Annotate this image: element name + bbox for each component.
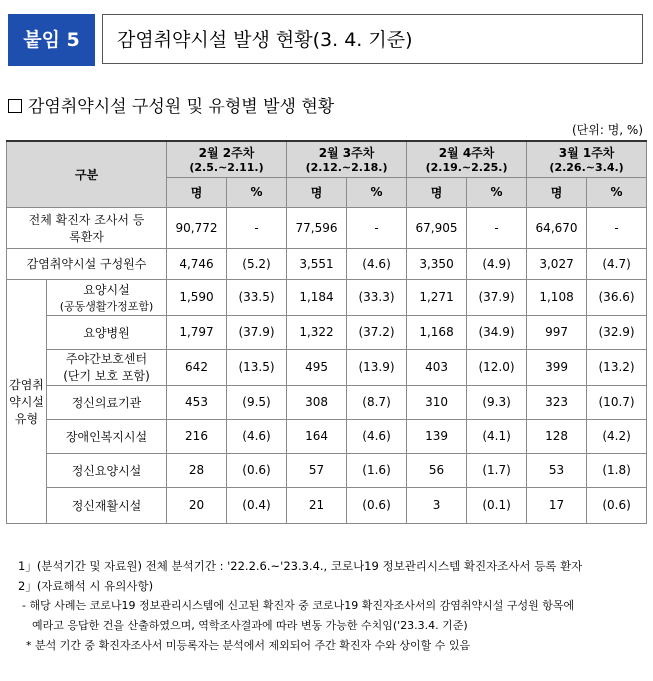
footnote: 예라고 응답한 건을 산출하였으며, 역학조사결과에 따라 변동 가능한 수치임('23.3.4. 기준) bbox=[32, 619, 468, 632]
type-row-label: 정신의료기관 bbox=[47, 385, 167, 419]
unit-label: (단위: 명, %) bbox=[571, 123, 643, 137]
sub-pct: % bbox=[587, 177, 647, 207]
footnote: - 해당 사례는 코로나19 정보관리시스템에 신고된 확진자 중 코로나19 확진자조사서의 감염취약시설 구성원 항목에 bbox=[22, 599, 575, 612]
table-cell: (0.4) bbox=[227, 487, 287, 523]
sub-pct: % bbox=[227, 177, 287, 207]
sub-count: 명 bbox=[287, 177, 347, 207]
type-row bbox=[7, 385, 647, 419]
type-row bbox=[7, 279, 647, 315]
sub-count: 명 bbox=[167, 177, 227, 207]
table-cell: 399 bbox=[527, 349, 587, 385]
table-cell: 216 bbox=[167, 419, 227, 453]
table-cell: (9.3) bbox=[467, 385, 527, 419]
table-cell: (1.8) bbox=[587, 453, 647, 487]
table-cell: 1,184 bbox=[287, 279, 347, 315]
table-cell: (0.6) bbox=[227, 453, 287, 487]
table-cell: 164 bbox=[287, 419, 347, 453]
table-cell: (0.1) bbox=[467, 487, 527, 523]
table-cell: (34.9) bbox=[467, 315, 527, 349]
table-cell: 453 bbox=[167, 385, 227, 419]
type-row-label: 정신요양시설 bbox=[47, 453, 167, 487]
table-cell: 4,746 bbox=[167, 248, 227, 279]
table-cell: 310 bbox=[407, 385, 467, 419]
table-cell: - bbox=[587, 207, 647, 248]
table-cell: 67,905 bbox=[407, 207, 467, 248]
week-header-3: 2월 4주차 (2.19.~2.25.) bbox=[407, 141, 527, 177]
type-row-label: 요양병원 bbox=[47, 315, 167, 349]
table-cell: (37.9) bbox=[227, 315, 287, 349]
table-cell: 64,670 bbox=[527, 207, 587, 248]
table-cell: 997 bbox=[527, 315, 587, 349]
table-cell: (4.7) bbox=[587, 248, 647, 279]
week-header-2: 2월 3주차 (2.12.~2.18.) bbox=[287, 141, 407, 177]
table-cell: (32.9) bbox=[587, 315, 647, 349]
footnote: 2」(자료해석 시 유의사항) bbox=[18, 579, 154, 593]
sub-pct: % bbox=[347, 177, 407, 207]
member-row bbox=[7, 248, 647, 279]
footnotes bbox=[18, 556, 648, 656]
footnote: * 분석 기간 중 확진자조사서 미등록자는 분석에서 제외되어 주간 확진자 수와 상이할 수 있음 bbox=[26, 639, 471, 652]
corner-cell: 구분 bbox=[7, 141, 167, 207]
table-cell: (36.6) bbox=[587, 279, 647, 315]
table-cell: (0.6) bbox=[587, 487, 647, 523]
table-cell: 90,772 bbox=[167, 207, 227, 248]
week-header-1: 2월 2주차 (2.5.~2.11.) bbox=[167, 141, 287, 177]
table-cell: 77,596 bbox=[287, 207, 347, 248]
table-cell: (0.6) bbox=[347, 487, 407, 523]
table-cell: (5.2) bbox=[227, 248, 287, 279]
type-row bbox=[7, 419, 647, 453]
table-cell: - bbox=[467, 207, 527, 248]
table-cell: (4.9) bbox=[467, 248, 527, 279]
attachment-badge: 붙임 5 bbox=[8, 14, 95, 66]
type-row bbox=[7, 487, 647, 523]
table-cell: (13.5) bbox=[227, 349, 287, 385]
table-cell: 3,551 bbox=[287, 248, 347, 279]
table-cell: 1,322 bbox=[287, 315, 347, 349]
table-cell: 3 bbox=[407, 487, 467, 523]
table-cell: 642 bbox=[167, 349, 227, 385]
table-cell: 1,168 bbox=[407, 315, 467, 349]
table-cell: (4.6) bbox=[227, 419, 287, 453]
section-title: 감염취약시설 구성원 및 유형별 발생 현황 bbox=[28, 97, 335, 117]
table-cell: 53 bbox=[527, 453, 587, 487]
table-cell: (10.7) bbox=[587, 385, 647, 419]
type-row-label: 요양시설 (공동생활가정포함) bbox=[47, 279, 167, 315]
table-cell: (13.2) bbox=[587, 349, 647, 385]
header-row-weeks bbox=[7, 141, 647, 177]
footnote: 1」(분석기간 및 자료원) 전체 분석기간 : '22.2.6.~'23.3.4., 코로나19 정보관리시스템 확진자조사서 등록 환자 bbox=[18, 559, 583, 573]
table-cell: 403 bbox=[407, 349, 467, 385]
table-cell: (33.5) bbox=[227, 279, 287, 315]
table-cell: 57 bbox=[287, 453, 347, 487]
table-cell: 495 bbox=[287, 349, 347, 385]
table-cell: 1,108 bbox=[527, 279, 587, 315]
section-heading bbox=[8, 92, 334, 117]
table-cell: 139 bbox=[407, 419, 467, 453]
square-bullet-icon bbox=[8, 99, 22, 113]
table-cell: 20 bbox=[167, 487, 227, 523]
type-row-label: 정신재활시설 bbox=[47, 487, 167, 523]
table-cell: - bbox=[347, 207, 407, 248]
type-row bbox=[7, 315, 647, 349]
table-cell: 323 bbox=[527, 385, 587, 419]
type-row bbox=[7, 349, 647, 385]
page-title: 감염취약시설 발생 현황(3. 4. 기준) bbox=[102, 14, 643, 64]
table-cell: 1,271 bbox=[407, 279, 467, 315]
type-row-label: 장애인복지시설 bbox=[47, 419, 167, 453]
type-row bbox=[7, 453, 647, 487]
table-cell: (33.3) bbox=[347, 279, 407, 315]
table-cell: 1,590 bbox=[167, 279, 227, 315]
table-cell: (37.9) bbox=[467, 279, 527, 315]
group-label: 감염취약시설유형 bbox=[7, 279, 47, 523]
table-cell: 1,797 bbox=[167, 315, 227, 349]
table-cell: (37.2) bbox=[347, 315, 407, 349]
table-cell: 56 bbox=[407, 453, 467, 487]
table-cell: 17 bbox=[527, 487, 587, 523]
sub-count: 명 bbox=[527, 177, 587, 207]
table-cell: 308 bbox=[287, 385, 347, 419]
table-cell: 21 bbox=[287, 487, 347, 523]
table-cell: 28 bbox=[167, 453, 227, 487]
table-cell: (8.7) bbox=[347, 385, 407, 419]
table-cell: 3,350 bbox=[407, 248, 467, 279]
table-cell: 128 bbox=[527, 419, 587, 453]
sub-count: 명 bbox=[407, 177, 467, 207]
table-cell: (9.5) bbox=[227, 385, 287, 419]
table-cell: (1.6) bbox=[347, 453, 407, 487]
table-cell: - bbox=[227, 207, 287, 248]
table-cell: (13.9) bbox=[347, 349, 407, 385]
total-row bbox=[7, 207, 647, 248]
table-cell: 3,027 bbox=[527, 248, 587, 279]
type-row-label: 주야간보호센터 (단기 보호 포함) bbox=[47, 349, 167, 385]
member-row-label: 감염취약시설 구성원수 bbox=[7, 248, 167, 279]
table-cell: (1.7) bbox=[467, 453, 527, 487]
table-cell: (4.6) bbox=[347, 419, 407, 453]
sub-pct: % bbox=[467, 177, 527, 207]
total-row-label: 전체 확진자 조사서 등록환자 bbox=[7, 207, 167, 248]
table-cell: (4.1) bbox=[467, 419, 527, 453]
header bbox=[8, 14, 645, 66]
week-header-4: 3월 1주차 (2.26.~3.4.) bbox=[527, 141, 647, 177]
table-cell: (12.0) bbox=[467, 349, 527, 385]
infection-table bbox=[6, 140, 647, 524]
table-cell: (4.6) bbox=[347, 248, 407, 279]
table-cell: (4.2) bbox=[587, 419, 647, 453]
